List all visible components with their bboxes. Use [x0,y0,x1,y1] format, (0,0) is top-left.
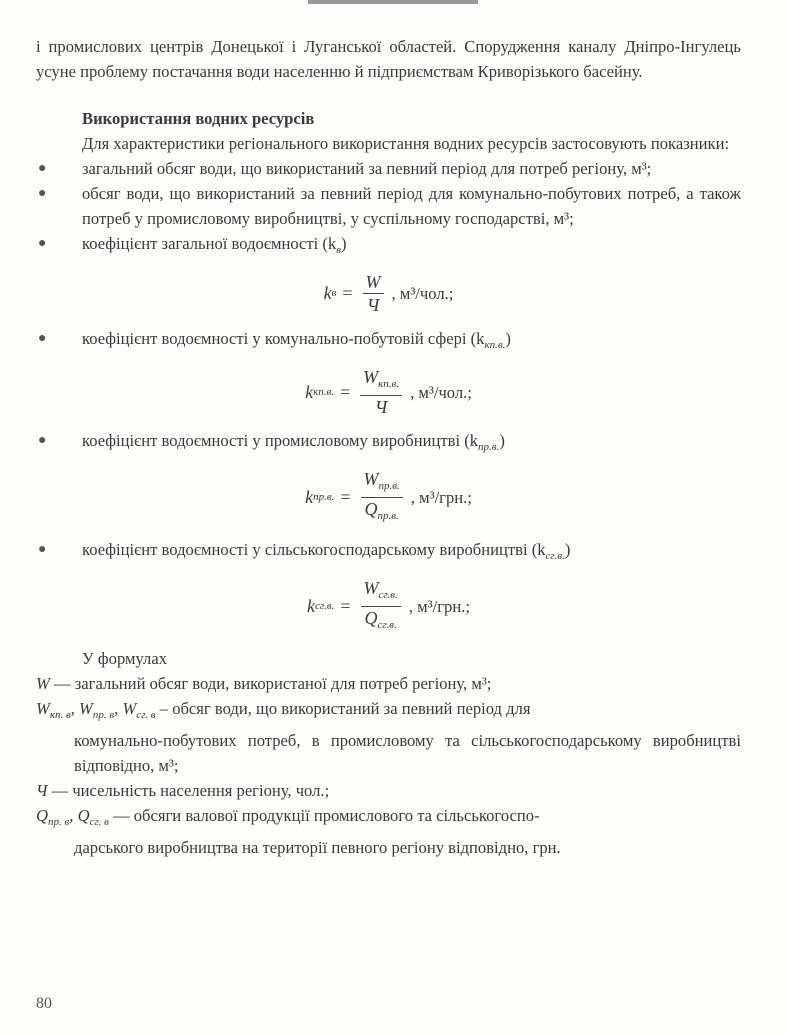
bullet-icon: ● [38,433,47,448]
legend-title: У формулах [82,649,168,668]
formula-agricultural-water-intensity: k сг.в. = $\frac{W_{сг.в.}}{Q_{сг.в.}}$ , м³/грн.; [36,577,741,636]
formula-total-water-intensity: k в = $\frac{W}{Ч}$ , м³/чол.; [323,272,454,315]
bullet-icon: ● [38,331,47,346]
fraction: $\frac{W_{сг.в.}}{Q_{сг.в.}}$ [361,577,401,636]
page-body [36,34,741,860]
bullet-icon: ● [38,542,47,557]
legend-item: W — загальний обсяг води, використаної для потреб регіону, м³; [36,674,492,693]
legend-item: $W_{кп. в}$, $W_{пр. в}$, $W_{сг. в}$ – обсяг води, що використаний за певний період для комунально-побутових потреб, в промисловому та сільськогосподарському виробництві відповідно, м³; [36,699,741,775]
indicator-list [36,156,741,263]
bullet-icon: ● [38,186,47,201]
section-heading: Використання водних ресурсів [82,109,315,128]
bullet-icon: ● [38,236,47,251]
fraction: $\frac{W}{Ч}$ [363,271,384,316]
list-item: ● загальний обсяг води, що використаний за певний період для потреб регіону, м³; [36,156,741,181]
formula-industrial-water-intensity: k пр.в. = $\frac{W_{пр.в.}}{Q_{пр.в.}}$ , м³/грн.; [36,468,741,527]
fraction: $\frac{W_{пр.в.}}{Q_{пр.в.}}$ [361,468,403,527]
formula-communal-water-intensity: k кп.в. = $\frac{W_{кп.в.}}{Ч}$ , м³/чол.; [305,367,472,417]
list-item: ● коефіцієнт водоємності у комунально-побутовій сфері $(k_{кп.в.})$ [36,326,741,358]
fraction: $\frac{W_{кп.в.}}{Ч}$ [360,366,402,418]
list-item: ● обсяг води, що використаний за певний період для комунально-побутових потреб, а також потреб у промисловому виробництві, у суспільному господарстві, м³; [36,181,741,231]
legend-item: $Q_{пр. в}$, $Q_{сг. в}$ — обсяги валової продукції промислового та сільськогоспо- дарського виробництва на території певного регіону відповідно, грн. [36,806,561,857]
bullet-icon: ● [38,161,47,176]
legend-item: Ч — чисельність населення регіону, чол.; [36,781,330,800]
list-item: ● коефіцієнт водоємності у сільськогосподарському виробництві $(k_{сг.в.})$ [36,537,741,569]
intro-paragraph: і промислових центрів Донецької і Луганської областей. Спорудження каналу Дніпро-Інгулець усуне проблему постачання води населенню й підприємствам Криворізького басейну. [36,37,741,81]
page-number: 80 [36,995,52,1012]
top-rule [308,0,478,4]
list-item: ● коефіцієнт водоємності у промисловому виробництві $(k_{пр.в.})$ [36,428,741,460]
list-item: ● коефіцієнт загальної водоємності $(k_в)$ [36,231,741,263]
intro-indicators-paragraph: Для характеристики регіонального використання водних ресурсів застосовують показники: [82,134,730,153]
